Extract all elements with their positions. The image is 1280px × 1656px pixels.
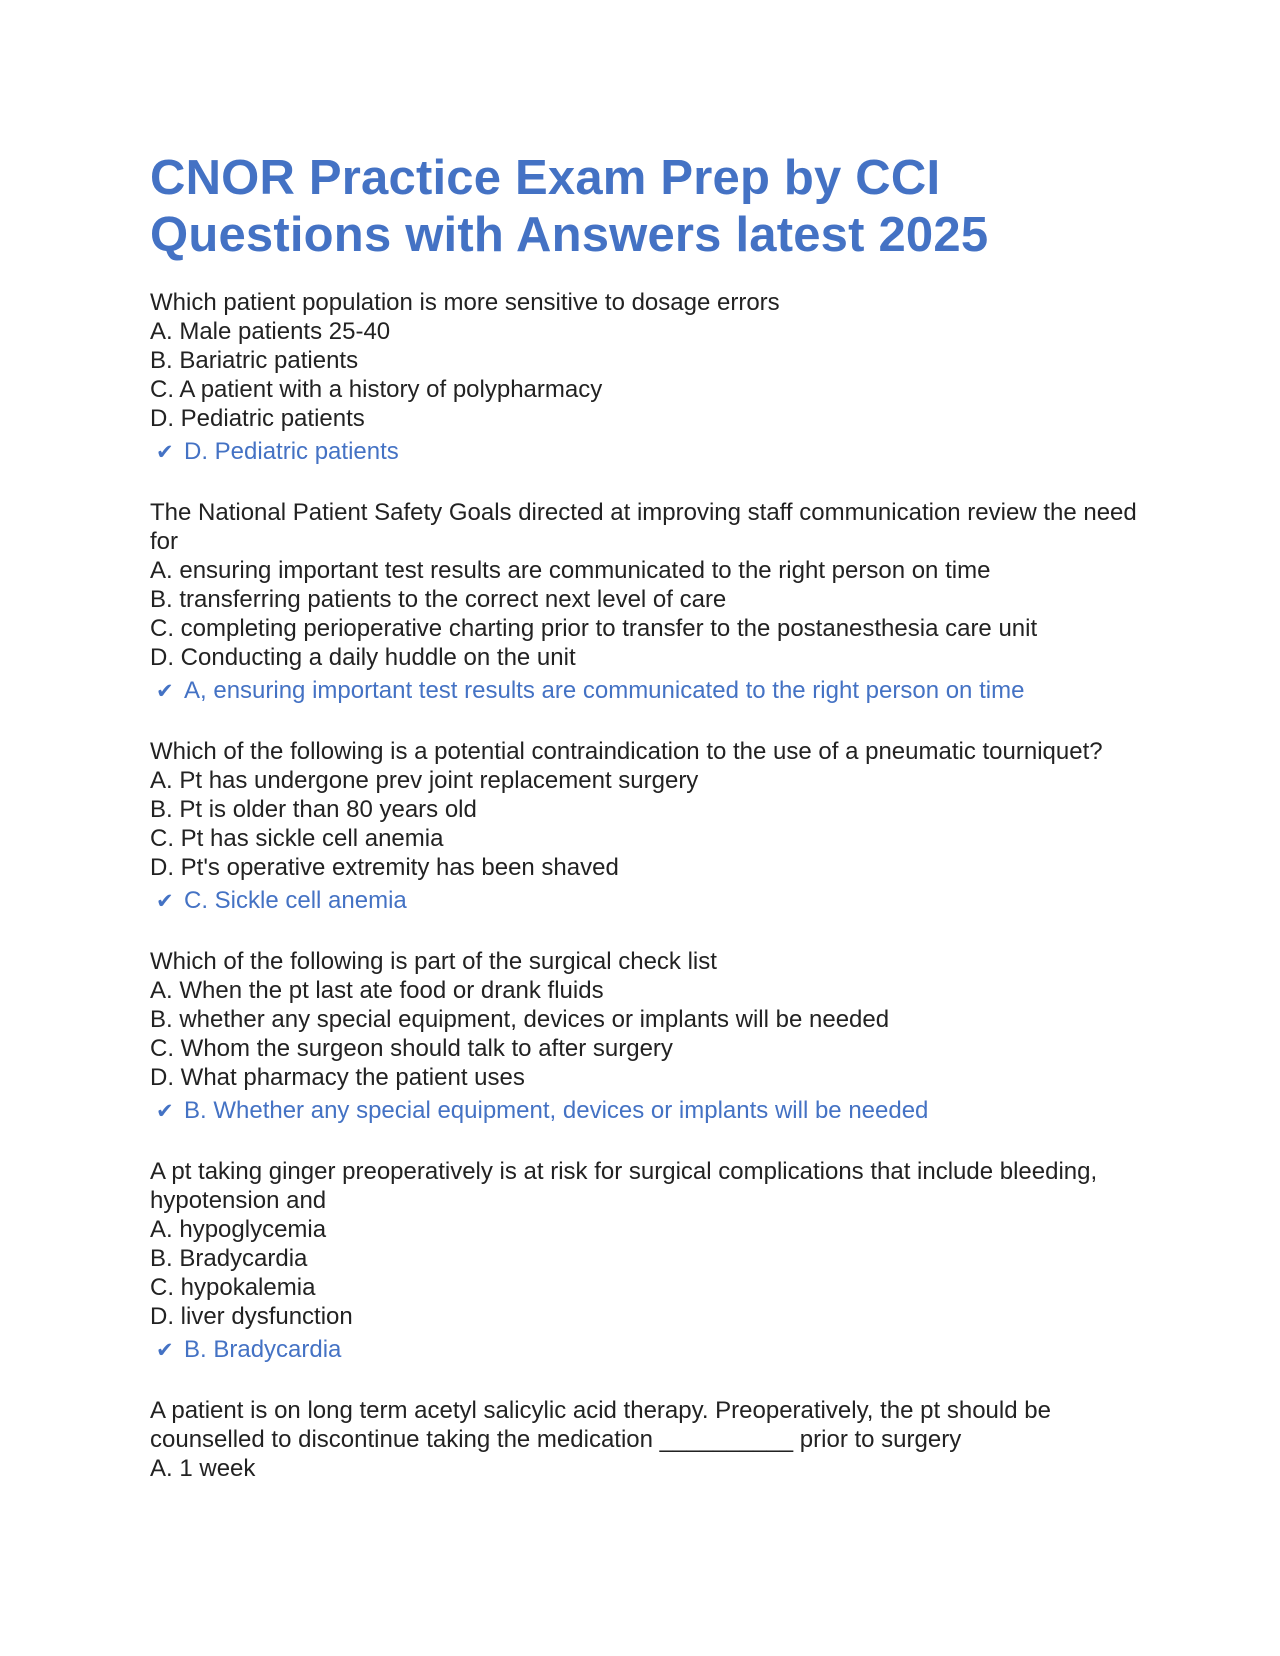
correct-answer (150, 1096, 1150, 1126)
answer-option: D. liver dysfunction (150, 1303, 353, 1330)
answer-option: D. Pediatric patients (150, 405, 365, 432)
answer-option: A. Male patients 25-40 (150, 318, 391, 345)
answer-option: D. Pt's operative extremity has been shaved (150, 854, 619, 881)
question-text: A pt taking ginger preoperatively is at risk for surgical complications that include bleeding, hypotension and (150, 1158, 1098, 1214)
answer-option: A. When the pt last ate food or drank fluids (150, 977, 604, 1004)
correct-answer-text: B. Bradycardia (184, 1336, 342, 1363)
correct-answer (150, 437, 1150, 467)
answer-option: B. transferring patients to the correct next level of care (150, 586, 727, 613)
answer-option: A. 1 week (150, 1455, 256, 1482)
correct-answer-text: B. Whether any special equipment, devices or implants will be needed (184, 1097, 929, 1124)
check-icon: ✔ (156, 889, 174, 913)
answer-option: B. whether any special equipment, devices or implants will be needed (150, 1006, 890, 1033)
question-block (150, 737, 1150, 916)
question-block (150, 947, 1150, 1126)
answer-option: B. Pt is older than 80 years old (150, 796, 477, 823)
check-icon: ✔ (156, 679, 174, 703)
answer-option: B. Bradycardia (150, 1245, 308, 1272)
document-page (150, 150, 1150, 1514)
correct-answer (150, 1335, 1150, 1365)
answer-option: D. What pharmacy the patient uses (150, 1064, 525, 1091)
answer-option: C. hypokalemia (150, 1274, 316, 1301)
question-list (150, 288, 1150, 1483)
correct-answer-text: C. Sickle cell anemia (184, 887, 407, 914)
answer-option: A. hypoglycemia (150, 1216, 327, 1243)
correct-answer (150, 676, 1150, 706)
question-block (150, 288, 1150, 467)
question-text: A patient is on long term acetyl salicylic acid therapy. Preoperatively, the pt should be counselled to discontinue taking the medication __________ prior to surgery (150, 1397, 1051, 1453)
answer-option: A. Pt has undergone prev joint replacement surgery (150, 767, 699, 794)
question-text: Which of the following is part of the surgical check list (150, 948, 717, 975)
correct-answer-text: A, ensuring important test results are communicated to the right person on time (184, 677, 1025, 704)
answer-option: D. Conducting a daily huddle on the unit (150, 644, 576, 671)
question-block (150, 498, 1150, 706)
answer-option: C. completing perioperative charting prior to transfer to the postanesthesia care unit (150, 615, 1038, 642)
answer-option: C. Pt has sickle cell anemia (150, 825, 444, 852)
correct-answer (150, 886, 1150, 916)
answer-option: C. A patient with a history of polypharmacy (150, 376, 603, 403)
check-icon: ✔ (156, 440, 174, 464)
answer-option: B. Bariatric patients (150, 347, 359, 374)
answer-option: A. ensuring important test results are communicated to the right person on time (150, 557, 991, 584)
correct-answer-text: D. Pediatric patients (184, 438, 399, 465)
question-text: Which of the following is a potential contraindication to the use of a pneumatic tourniquet? (150, 738, 1103, 765)
question-block (150, 1157, 1150, 1365)
check-icon: ✔ (156, 1338, 174, 1362)
document-title: CNOR Practice Exam Prep by CCI Questions with Answers latest 2025 (150, 151, 989, 262)
question-text: The National Patient Safety Goals directed at improving staff communication review the need for (150, 499, 1137, 555)
check-icon: ✔ (156, 1099, 174, 1123)
question-text: Which patient population is more sensitive to dosage errors (150, 289, 780, 316)
answer-option: C. Whom the surgeon should talk to after surgery (150, 1035, 673, 1062)
question-block (150, 1396, 1150, 1483)
